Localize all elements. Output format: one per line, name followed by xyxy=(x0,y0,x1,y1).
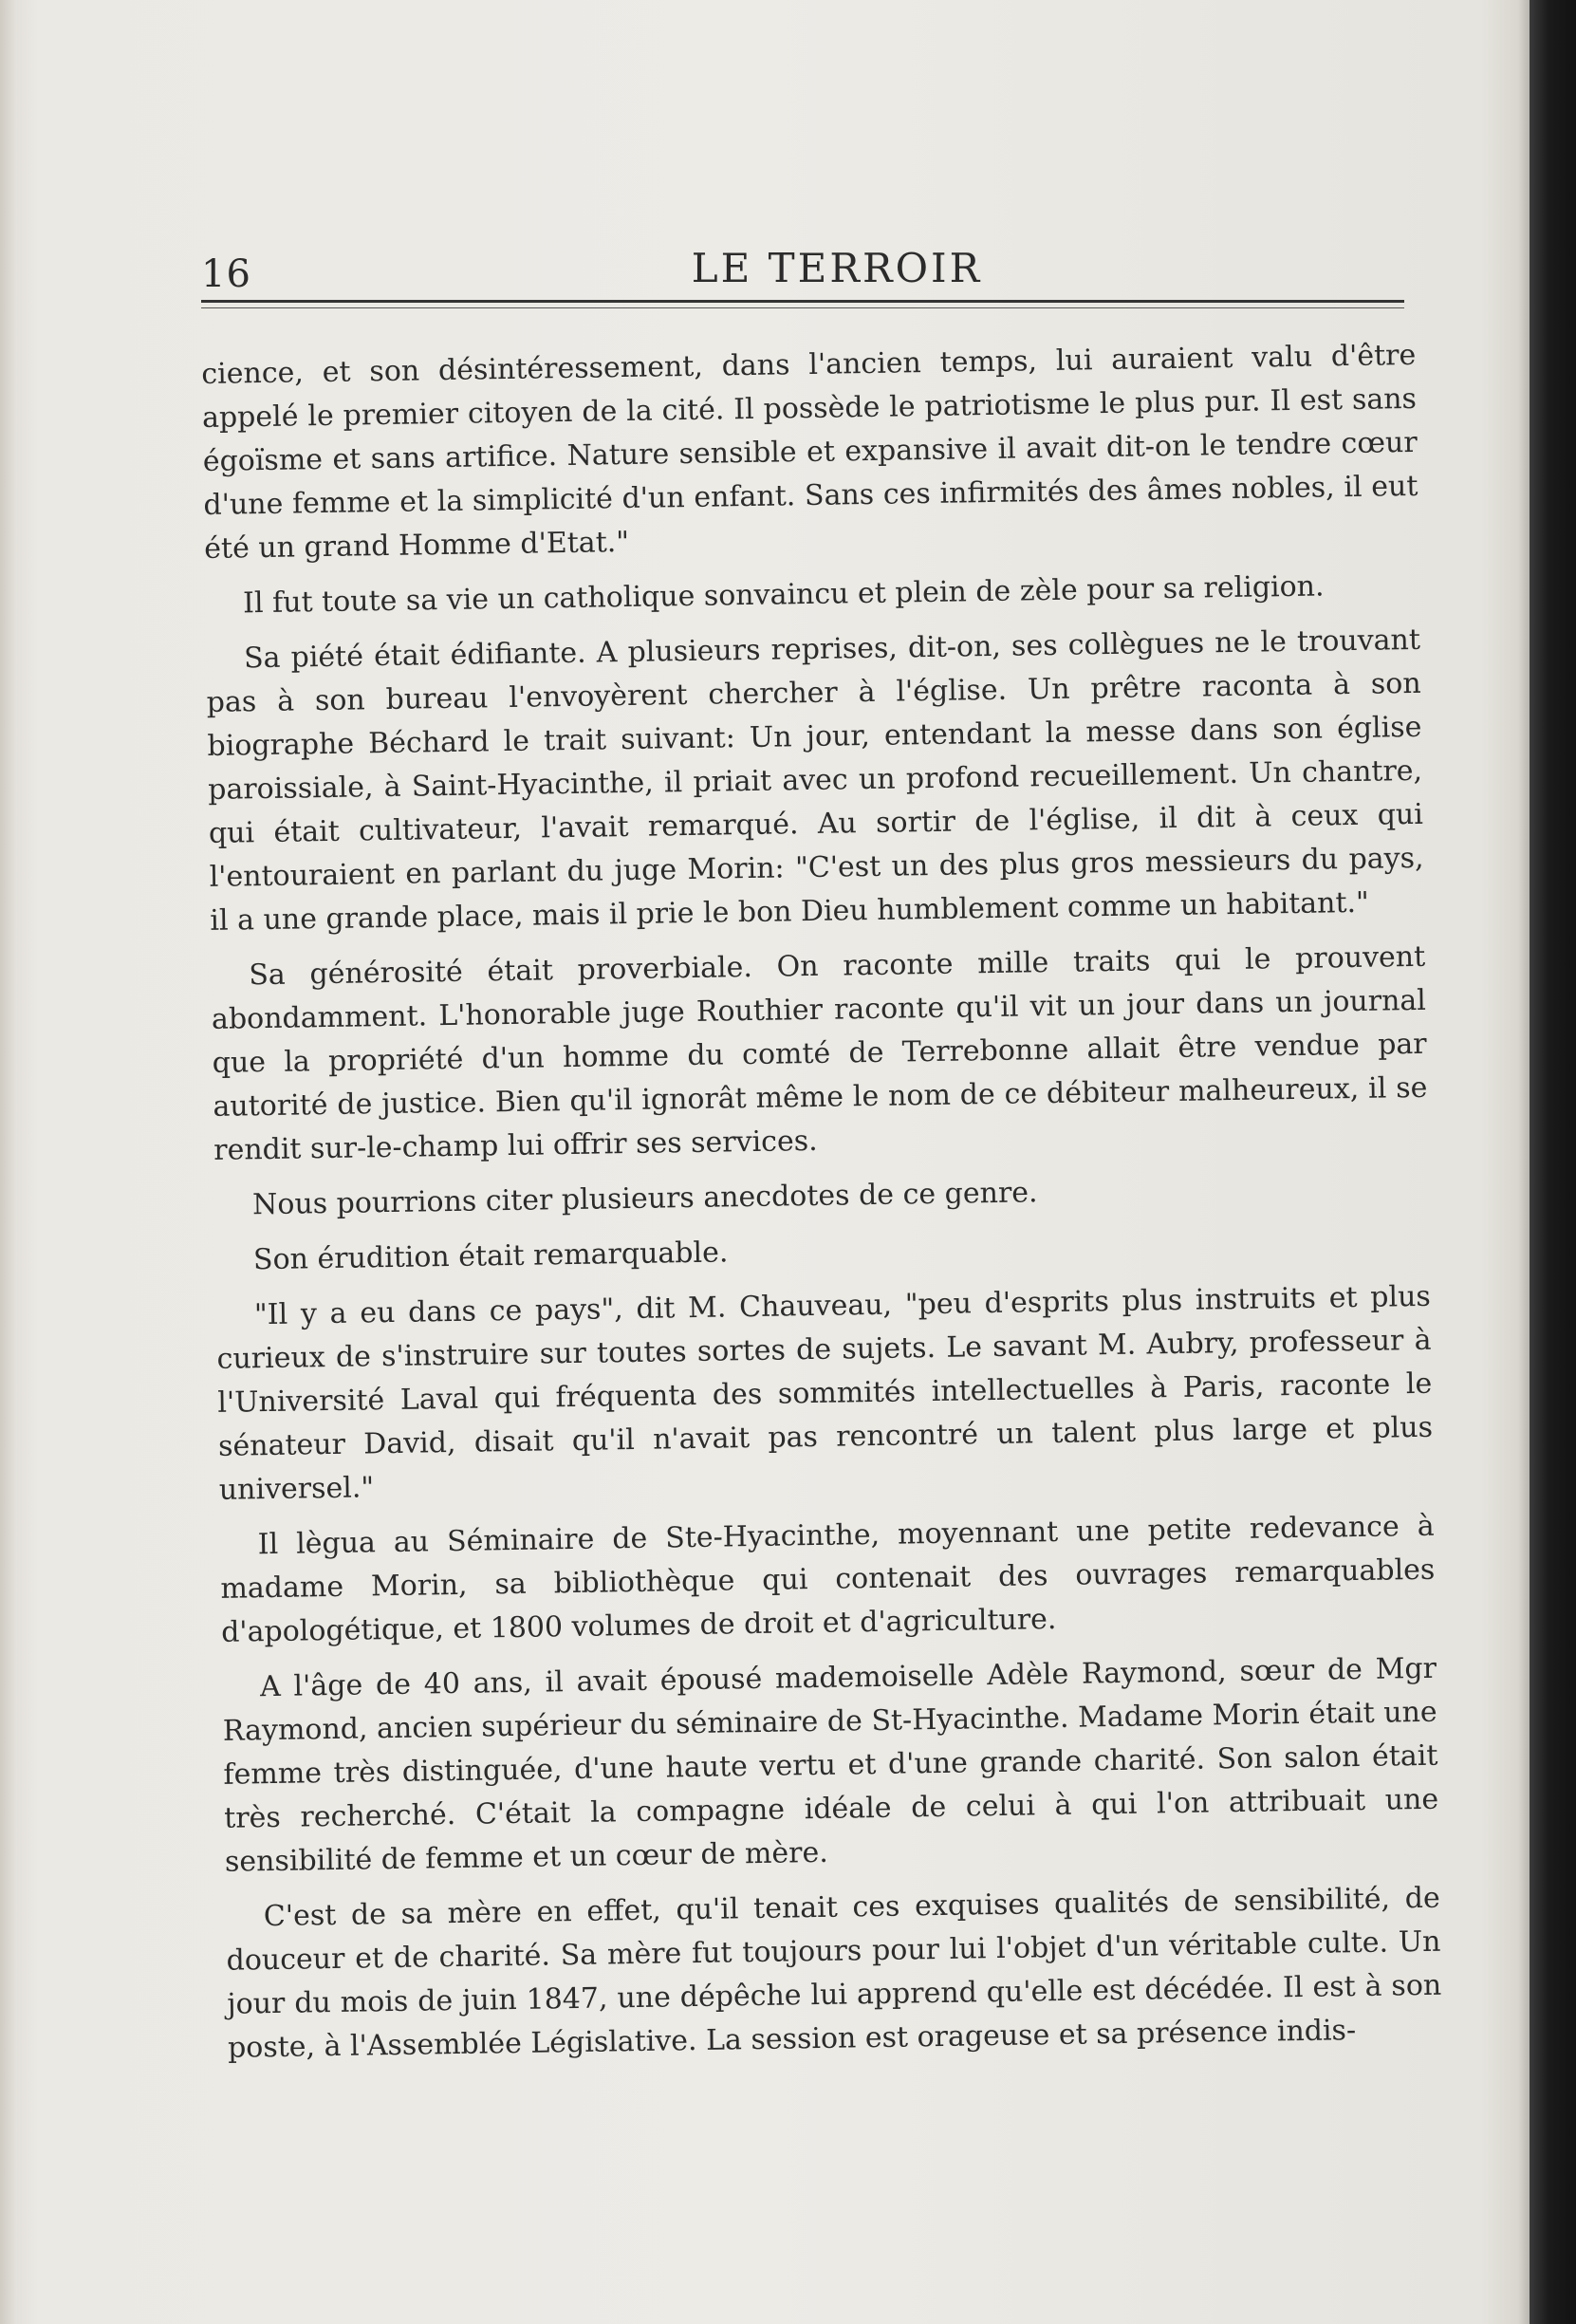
paragraph: A l'âge de 40 ans, il avait épousé mademoiselle Adèle Raymond, sœur de Mgr Raymond, ancien supérieur du séminaire de St-Hyacinthe. Madame Morin était une femme très distinguée, d'une haute vertu et d'une grande charité. Son salon était très recherché. C'était la compagne idéale de celui à qui l'on attribuait une sensibilité de femme et un cœur de mère. xyxy=(222,1651,1439,1879)
paragraph: Sa générosité était proverbiale. On raconte mille traits qui le prouvent abondamment. L'honorable juge Routhier raconte qu'il vit un jour dans un journal que la propriété d'un homme du comté de Terrebonne allait être vendue par autorité de justice. Bien qu'il ignorât même le nom de ce débiteur malheureux, il se rendit sur-le-champ lui offrir ses services. xyxy=(211,939,1428,1167)
header-rule-thin xyxy=(201,307,1404,308)
page-left-edge xyxy=(0,0,17,2324)
body-text xyxy=(201,334,1442,2082)
paragraph: "Il y a eu dans ce pays", dit M. Chauveau, "peu d'esprits plus instruits et plus curieux de s'instruire sur toutes sortes de sujets. Le savant M. Aubry, professeur à l'Université Laval qui fréquenta des sommités intellectuelles à Paris, raconte le sénateur David, disait qu'il n'avait pas rencontré un talent plus large et plus universel." xyxy=(216,1279,1434,1507)
paragraph: cience, et son désintéressement, dans l'ancien temps, lui auraient valu d'être appelé le premier citoyen de la cité. Il possède le patriotisme le plus pur. Il est sans égoïsme et sans artifice. Nature sensible et expansive il avait dit-on le tendre cœur d'une femme et la simplicité d'un enfant. Sans ces infirmités des âmes nobles, il eut été un grand Homme d'Etat." xyxy=(201,338,1418,566)
paragraph: Son érudition était remarquable. xyxy=(252,1236,729,1277)
paragraph: Sa piété était édifiante. A plusieurs reprises, dit-on, ses collègues ne le trouvant pas à son bureau l'envoyèrent chercher à l'église. Un prêtre raconta à son biographe Béchard le trait suivant: Un jour, entendant la messe dans son église paroissiale, à Saint-Hyacinthe, il priait avec un profond recueillement. Un chantre, qui était cultivateur, l'avait remarqué. Au sortir de l'église, il dit à ceux qui l'entouraient en parlant du juge Morin: "C'est un des plus gros messieurs du pays, il a une grande place, mais il prie le bon Dieu humblement comme un habitant." xyxy=(206,623,1424,938)
paragraph: C'est de sa mère en effet, qu'il tenait ces exquises qualités de sensibilité, de douceur et de charité. Sa mère fut toujours pour lui l'objet d'un véritable culte. Un jour du mois de juin 1847, une dépêche lui apprend qu'elle est décédée. Il est à son poste, à l'Assemblée Législative. La session est orageuse et sa présence indis- xyxy=(226,1881,1442,2065)
header-rule xyxy=(201,300,1404,303)
page-header xyxy=(201,245,1404,302)
running-title: LE TERROIR xyxy=(691,245,983,291)
paragraph: Il fut toute sa vie un catholique sonvaincu et plein de zèle pour sa religion. xyxy=(242,569,1325,621)
paragraph: Il lègua au Séminaire de Ste-Hyacinthe, moyennant une petite redevance à madame Morin, sa bibliothèque qui contenait des ouvrages remarquables d'apologétique, et 1800 volumes de droit et d'agriculture. xyxy=(220,1509,1436,1649)
book-binding-shadow xyxy=(1530,0,1576,2324)
page-number: 16 xyxy=(201,252,251,296)
paragraph: Nous pourrions citer plusieurs anecdotes de ce genre. xyxy=(251,1176,1038,1222)
